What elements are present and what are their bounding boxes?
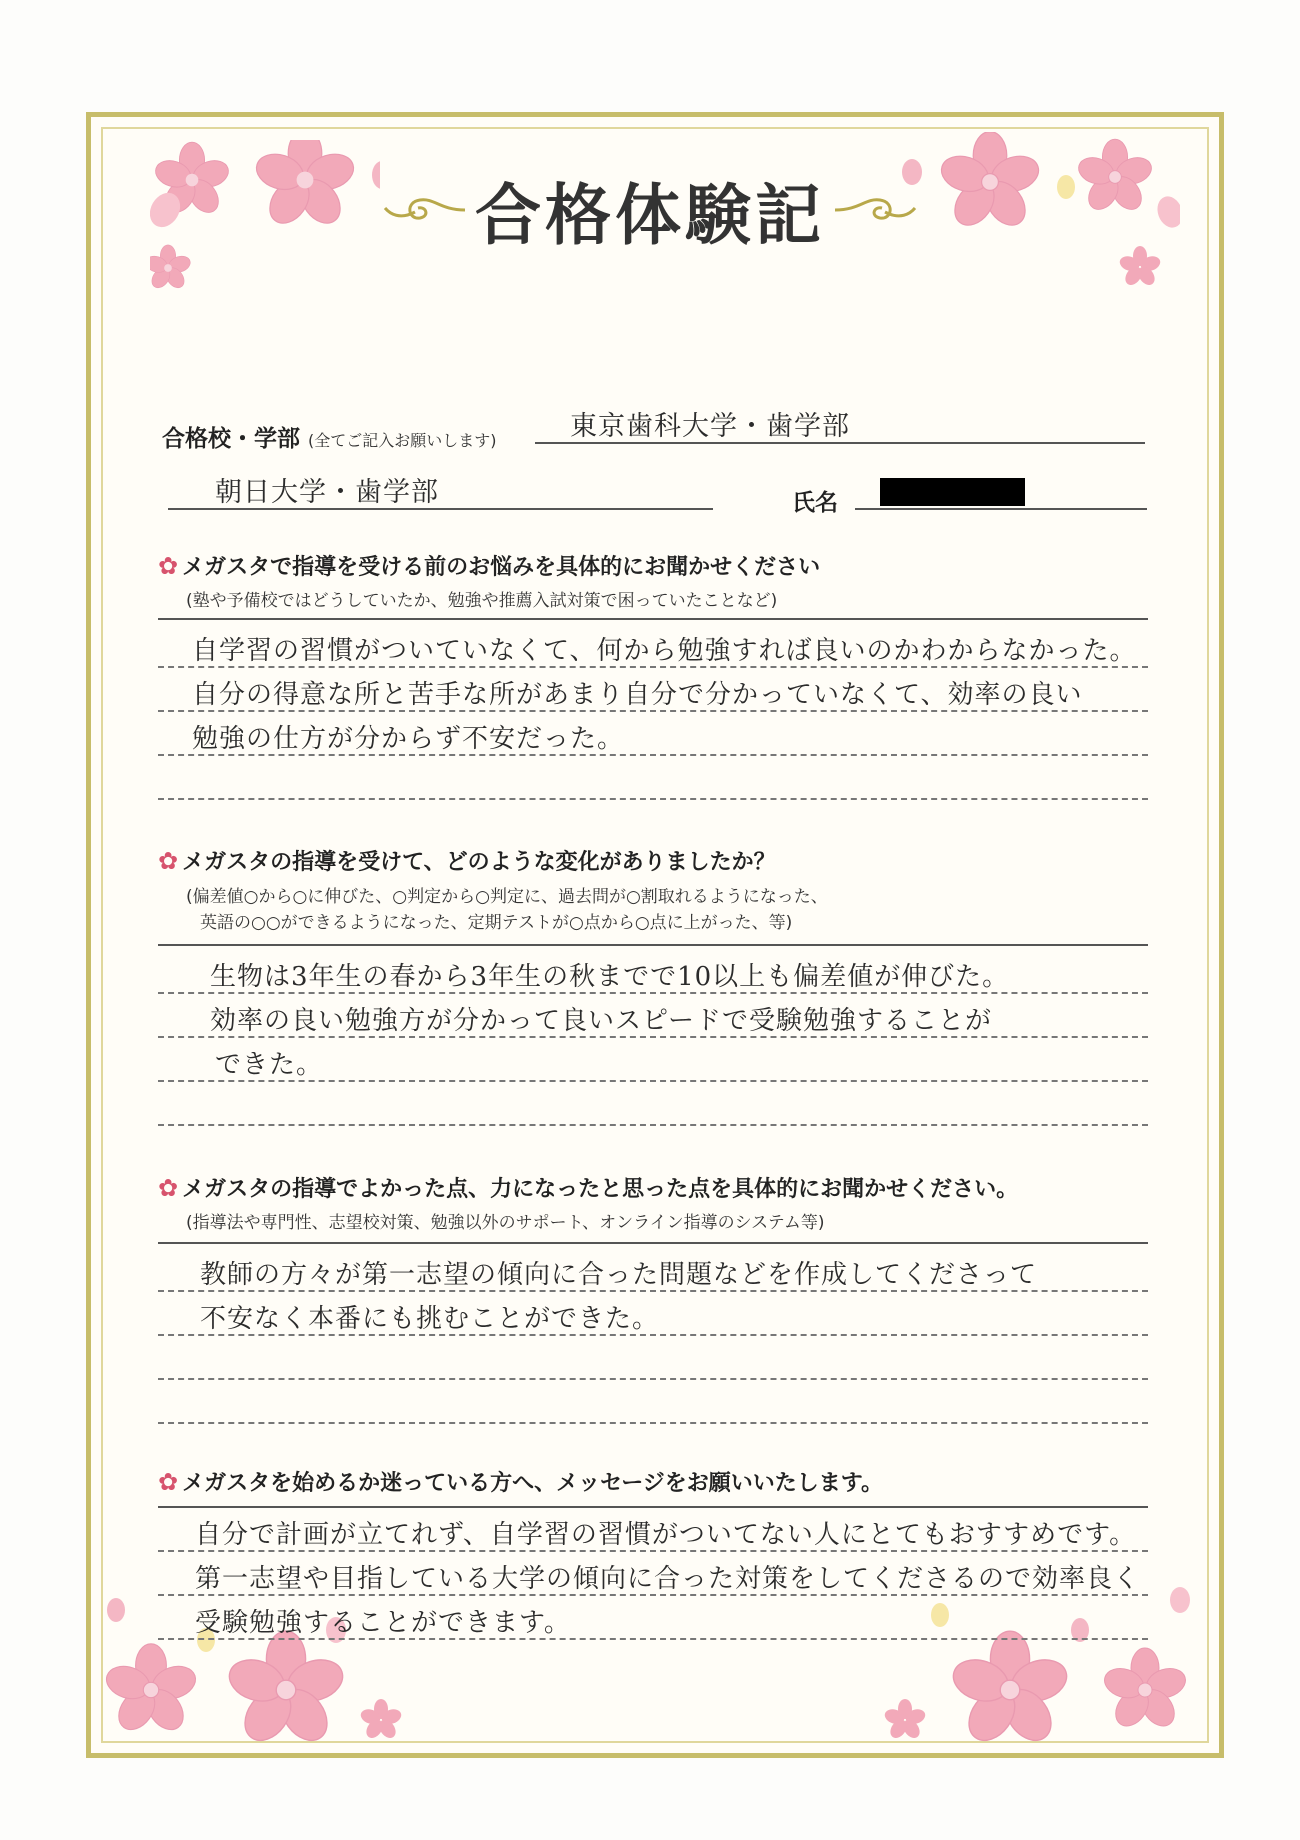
question-2-text: メガスタの指導を受けて、どのような変化がありましたか？ [182, 850, 776, 875]
answer-line-rule [158, 798, 1148, 800]
school-value-2: 朝日大学・歯学部 [215, 477, 439, 508]
answer-line-rule [158, 1036, 1148, 1038]
answer-line-rule [158, 1334, 1148, 1336]
question-2-sub-2: 英語の○○ができるようになった、定期テストが○点から○点に上がった、等) [200, 913, 793, 933]
answer-4-line-3: 受験勉強することができます。 [195, 1608, 571, 1638]
answer-line-rule [158, 1378, 1148, 1380]
answer-line-rule [158, 666, 1148, 668]
answer-line-rule [158, 1080, 1148, 1082]
question-1-text: メガスタで指導を受ける前のお悩みを具体的にお聞かせください [182, 555, 821, 580]
question-1-heading [158, 550, 820, 581]
answer-3-line-2: 不安なく本番にも挑むことができた。 [200, 1304, 660, 1334]
school-underline-1 [535, 442, 1145, 444]
answer-1-line-2: 自分の得意な所と苦手な所があまり自分で分かっていなくて、効率の良い [192, 680, 1083, 710]
question-2-heading [158, 845, 776, 876]
school-label-note: (全てご記入お願いします) [308, 431, 497, 450]
answer-1-line-3: 勉強の仕方が分からず不安だった。 [192, 724, 625, 754]
question-4-heading [158, 1466, 883, 1497]
answer-line-rule [158, 992, 1148, 994]
question-1-sub: (塾や予備校ではどうしていたか、勉強や推薦入試対策で困っていたことなど) [186, 591, 778, 611]
answer-line-rule [158, 710, 1148, 712]
question-3-text: メガスタの指導でよかった点、力になったと思った点を具体的にお聞かせください。 [182, 1177, 1019, 1202]
answer-line-rule [158, 1290, 1148, 1292]
question-3-heading [158, 1172, 1018, 1203]
answer-line-rule [158, 1124, 1148, 1126]
flourish-right-icon [830, 190, 920, 230]
answer-line-rule [158, 1594, 1148, 1596]
name-underline [855, 508, 1147, 510]
sakura-bottom-left-icon [96, 1570, 406, 1750]
question-4-rule [158, 1506, 1148, 1508]
inner-border [101, 127, 1209, 1743]
sakura-bottom-right-icon [880, 1570, 1200, 1750]
sakura-bullet-icon: ✿ [158, 847, 179, 875]
sakura-bullet-icon: ✿ [158, 1174, 179, 1202]
name-label: 氏名 [792, 490, 838, 516]
name-redaction [880, 478, 1025, 506]
question-3-sub: (指導法や専門性、志望校対策、勉強以外のサポート、オンライン指導のシステム等) [186, 1213, 825, 1233]
sakura-bullet-icon: ✿ [158, 552, 179, 580]
answer-4-line-1: 自分で計画が立てれず、自学習の習慣がついてない人にとてもおすすめです。 [195, 1520, 1137, 1550]
question-1-rule [158, 618, 1148, 620]
answer-4-line-2: 第一志望や目指している大学の傾向に合った対策をしてくださるので効率良く [195, 1564, 1141, 1594]
page-title: 合格体験記 [475, 176, 825, 254]
school-value-1: 東京歯科大学・歯学部 [570, 411, 850, 442]
answer-2-line-1: 生物は3年生の春から3年生の秋までで10以上も偏差値が伸びた。 [210, 962, 1010, 992]
question-2-rule [158, 944, 1148, 946]
answer-1-line-1: 自学習の習慣がついていなくて、何から勉強すれば良いのかわからなかった。 [192, 636, 1137, 666]
question-3-rule [158, 1242, 1148, 1244]
school-underline-2 [168, 508, 713, 510]
answer-line-rule [158, 1422, 1148, 1424]
sakura-bullet-icon: ✿ [158, 1468, 179, 1496]
answer-2-line-3: できた。 [215, 1050, 324, 1080]
answer-line-rule [158, 754, 1148, 756]
question-2-sub-1: (偏差値○から○に伸びた、○判定から○判定に、過去問が○割取れるようになった、 [186, 887, 828, 907]
flourish-left-icon [380, 190, 470, 230]
certificate-frame [86, 112, 1224, 1758]
question-4-text: メガスタを始めるか迷っている方へ、メッセージをお願いいたします。 [182, 1471, 884, 1496]
answer-line-rule [158, 1638, 1148, 1640]
school-label [162, 420, 497, 453]
answer-2-line-2: 効率の良い勉強方が分かって良いスピードで受験勉強することが [210, 1006, 992, 1036]
answer-line-rule [158, 1550, 1148, 1552]
answer-3-line-1: 教師の方々が第一志望の傾向に合った問題などを作成してくださって [200, 1260, 1038, 1290]
school-label-text: 合格校・学部 [162, 426, 300, 452]
title-area [0, 162, 1300, 257]
